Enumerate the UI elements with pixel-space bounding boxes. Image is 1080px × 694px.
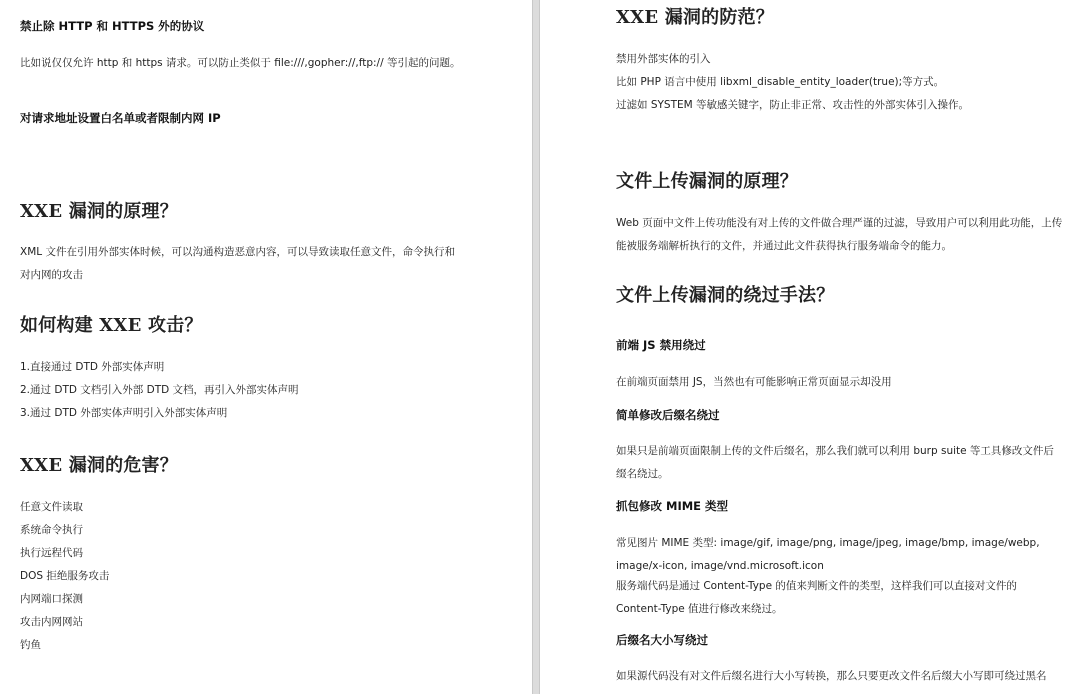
- defense-line: 禁用外部实体的引入: [616, 53, 711, 65]
- list-item: 系统命令执行: [20, 524, 83, 536]
- paragraph-disable-protocols: 比如说仅仅允许 http 和 https 请求。可以防止类似于 file:///,gopher://,ftp:// 等引起的问题。: [20, 57, 461, 69]
- subheading-case-bypass: 后缀名大小写绕过: [616, 633, 708, 647]
- list-item: 任意文件读取: [20, 501, 83, 513]
- heading-xxe-defense: XXE 漏洞的防范？: [616, 7, 774, 28]
- paragraph-js-bypass: 在前端页面禁用 JS，当然也有可能影响正常页面显示却没用: [616, 376, 892, 388]
- paragraph-xxe-principle: XML 文件在引用外部实体时候，可以沟通构造恶意内容，可以导致读取任意文件，命令执行和对内网的攻击: [20, 246, 455, 281]
- subheading-mime-bypass: 抓包修改 MIME 类型: [616, 499, 729, 513]
- subheading-suffix-bypass: 简单修改后缀名绕过: [616, 408, 720, 422]
- list-item: 1.直接通过 DTD 外部实体声明: [20, 361, 165, 373]
- paragraph-mime-types: 常见图片 MIME 类型: image/gif, image/png, image/jpeg, image/bmp, image/webp, image/x-icon, image/vnd.microsoft.icon: [616, 537, 1040, 572]
- list-item: 内网端口探测: [20, 593, 83, 605]
- paragraph-upload-principle: Web 页面中文件上传功能没有对上传的文件做合理严谨的过滤，导致用户可以利用此功能，上传能被服务端解析执行的文件，并通过此文件获得执行服务端命令的能力。: [616, 217, 1063, 252]
- list-item: 攻击内网网站: [20, 616, 83, 628]
- defense-line: 比如 PHP 语言中使用 libxml_disable_entity_loader(true);等方式。: [616, 76, 945, 88]
- paragraph-case-bypass: 如果源代码没有对文件后缀名进行大小写转换，那么只要更改文件名后缀大小写即可绕过黑名: [616, 670, 1047, 682]
- heading-xxe-principle: XXE 漏洞的原理？: [20, 201, 178, 222]
- defense-line: 过滤如 SYSTEM 等敏感关键字，防止非正常、攻击性的外部实体引入操作。: [616, 99, 970, 111]
- list-item: 3.通过 DTD 外部实体声明引入外部实体声明: [20, 407, 228, 419]
- list-item: DOS 拒绝服务攻击: [20, 570, 110, 582]
- list-item: 2.通过 DTD 文档引入外部 DTD 文档，再引入外部实体声明: [20, 384, 299, 396]
- heading-upload-principle: 文件上传漏洞的原理？: [616, 171, 798, 192]
- page-divider: [532, 0, 540, 694]
- paragraph-suffix-bypass: 如果只是前端页面限制上传的文件后缀名，那么我们就可以利用 burp suite 等工具修改文件后缀名绕过。: [616, 445, 1054, 480]
- xxe-harm-list: [0, 496, 532, 657]
- left-page: [0, 0, 532, 694]
- list-item: 执行远程代码: [20, 547, 83, 559]
- xxe-defense-lines: [540, 48, 1080, 117]
- right-page: [540, 0, 1080, 694]
- heading-whitelist: 对请求地址设置白名单或者限制内网 IP: [20, 111, 221, 125]
- heading-upload-bypass: 文件上传漏洞的绕过手法？: [616, 285, 835, 306]
- heading-build-xxe: 如何构建 XXE 攻击？: [20, 315, 203, 336]
- list-item: 钓鱼: [20, 639, 41, 651]
- build-xxe-list: [0, 356, 532, 425]
- heading-disable-protocols: 禁止除 HTTP 和 HTTPS 外的协议: [20, 19, 205, 33]
- subheading-js-bypass: 前端 JS 禁用绕过: [616, 338, 706, 352]
- heading-xxe-harm: XXE 漏洞的危害？: [20, 455, 178, 476]
- paragraph-content-type: 服务端代码是通过 Content-Type 的值来判断文件的类型，这样我们可以直接对文件的 Content-Type 值进行修改来绕过。: [616, 580, 1017, 615]
